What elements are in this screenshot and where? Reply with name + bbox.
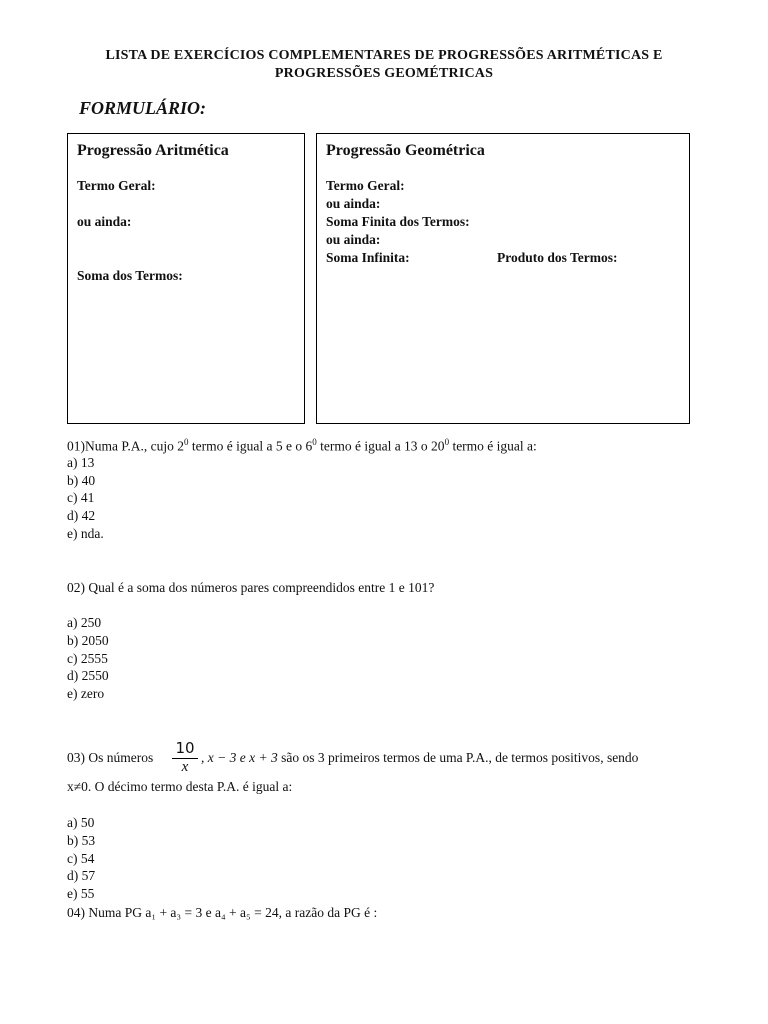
question-3-line-2: x≠0. O décimo termo desta P.A. é igual a: — [67, 779, 293, 794]
pa-ou-ainda-label: ou ainda: — [77, 214, 132, 229]
question-1-option-d: d) 42 — [67, 508, 96, 523]
pa-soma-label: Soma dos Termos: — [77, 268, 183, 283]
pg-ou-ainda-label-1: ou ainda: — [326, 196, 381, 211]
question-2-option-e: e) zero — [67, 686, 105, 701]
question-2-option-b: b) 2050 — [67, 633, 109, 648]
question-2-option-d: d) 2550 — [67, 668, 109, 683]
pg-box-title: Progressão Geométrica — [326, 142, 485, 159]
formulario-heading: FORMULÁRIO: — [79, 98, 207, 118]
question-2-option-a: a) 250 — [67, 615, 102, 630]
question-3-option-c: c) 54 — [67, 851, 95, 866]
expression-x-plus-3: x + 3 — [249, 750, 278, 765]
question-3-option-a: a) 50 — [67, 815, 95, 830]
pg-ou-ainda-label-2: ou ainda: — [326, 232, 381, 247]
question-3-option-d: d) 57 — [67, 868, 96, 883]
question-1-text: 01)Numa P.A., cujo $2^0$ termo é igual a 5 e o $6^0$ termo é igual a 13 o $20^0$ termo é igual a: — [67, 437, 537, 454]
pa-formula-box — [67, 133, 305, 424]
question-1-option-b: b) 40 — [67, 473, 96, 488]
question-3-suffix: são os 3 primeiros termos de uma P.A., de termos positivos, sendo — [281, 750, 639, 765]
question-4-text: 04) Numa PG a₁ + a₃ = 3 e a₄ + a₅ = 24, a razão da PG é : — [67, 905, 378, 920]
question-1-option-a: a) 13 — [67, 455, 95, 470]
question-1-option-e: e) nda. — [67, 526, 104, 541]
pg-formula-box — [316, 133, 690, 424]
pa-termo-geral-label: Termo Geral: — [77, 178, 156, 193]
pa-box-title: Progressão Aritmética — [77, 142, 229, 159]
question-1-option-c: c) 41 — [67, 490, 95, 505]
pg-soma-finita-label: Soma Finita dos Termos: — [326, 214, 470, 229]
question-3-option-e: e) 55 — [67, 886, 95, 901]
expression-x-minus-3: x − 3 — [207, 750, 237, 765]
question-3-fraction — [171, 739, 199, 776]
fraction-numerator: 10 — [175, 739, 195, 757]
page-title-line-2: PROGRESSÕES GEOMÉTRICAS — [274, 66, 494, 81]
question-3-prefix: 03) Os números — [67, 750, 154, 765]
question-2-text: 02) Qual é a soma dos números pares compreendidos entre 1 e 101? — [67, 580, 435, 595]
question-3-option-b: b) 53 — [67, 833, 96, 848]
page-title-line-1: LISTA DE EXERCÍCIOS COMPLEMENTARES DE PROGRESSÕES ARITMÉTICAS E — [105, 48, 663, 63]
pg-soma-infinita-label: Soma Infinita: — [326, 250, 410, 265]
pg-produto-label: Produto dos Termos: — [497, 250, 618, 265]
question-2-option-c: c) 2555 — [67, 651, 108, 666]
connector-e: e — [239, 750, 246, 765]
question-3-expressions: , x − 3 e x + 3 são os 3 primeiros termos de uma P.A., de termos positivos, sendo — [201, 750, 639, 765]
fraction-denominator: x — [181, 759, 189, 775]
pg-termo-geral-label: Termo Geral: — [326, 178, 405, 193]
